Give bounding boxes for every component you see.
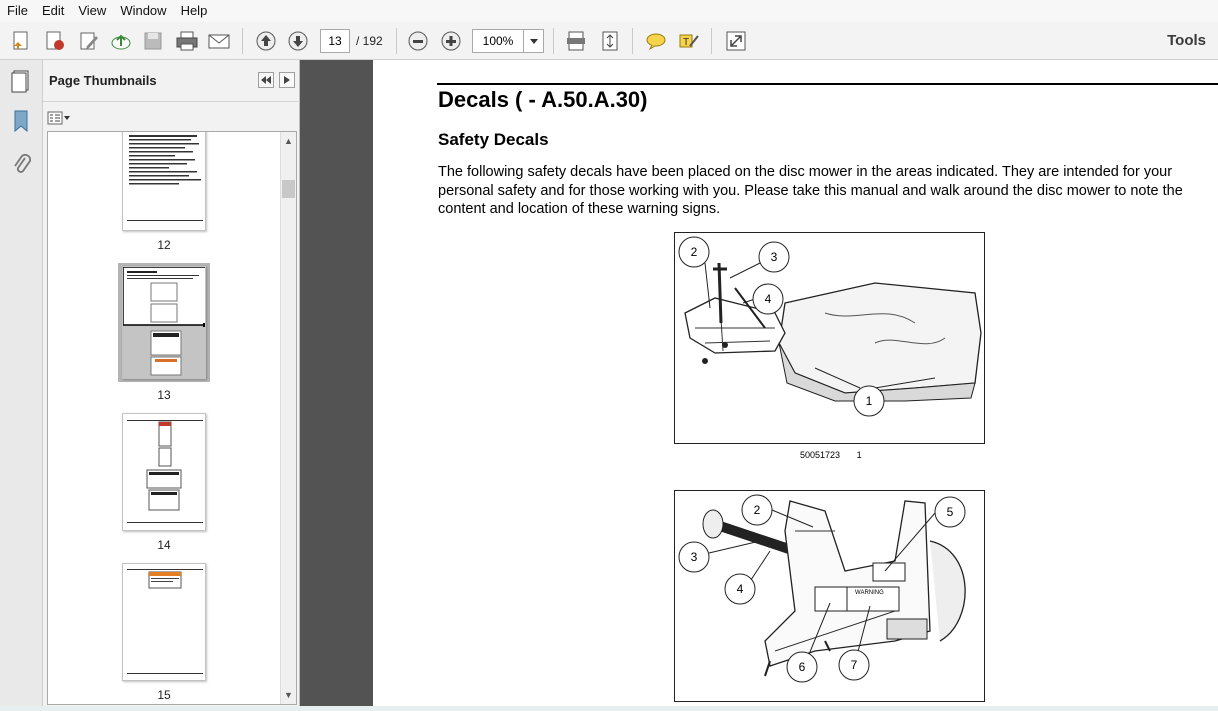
callout-3: 3 (770, 250, 778, 264)
comment-icon[interactable] (643, 28, 669, 54)
decal-warning-text: WARNING (855, 590, 884, 596)
zoom-in-icon[interactable] (438, 28, 464, 54)
menu-bar (0, 0, 1218, 22)
panel-next-icon[interactable] (279, 72, 295, 88)
chevron-down-icon[interactable] (523, 30, 543, 52)
zoom-select[interactable] (472, 29, 544, 53)
callout-3: 3 (690, 550, 698, 564)
email-icon[interactable] (206, 28, 232, 54)
menu-help[interactable]: Help (180, 3, 208, 18)
thumbnail-label-15: 15 (157, 688, 171, 702)
callout-7: 7 (850, 658, 858, 672)
thumbnail-label-12: 12 (157, 238, 171, 252)
print-icon[interactable] (174, 28, 200, 54)
highlight-icon[interactable] (676, 28, 702, 54)
thumbnail-page-14[interactable] (122, 413, 206, 531)
page-total: / 192 (356, 34, 383, 48)
figure-1-caption (800, 450, 862, 460)
edit-doc-icon[interactable] (76, 28, 102, 54)
page-number-input[interactable]: 13 (320, 29, 350, 53)
menu-window[interactable]: Window (120, 3, 167, 18)
thumbnail-page-13[interactable] (122, 266, 206, 379)
callout-5: 5 (946, 505, 954, 519)
bookmark-icon[interactable] (8, 108, 34, 134)
document-page (373, 60, 1218, 711)
scrollbar-thumb[interactable] (282, 180, 295, 198)
navigation-rail (0, 60, 43, 711)
page-thumbnails-icon[interactable] (8, 68, 34, 94)
next-page-icon[interactable] (285, 28, 311, 54)
thumbnail-label-14: 14 (157, 538, 171, 552)
toolbar (0, 22, 1218, 60)
zoom-value: 100% (482, 34, 514, 48)
scroll-down-icon[interactable]: ▼ (284, 690, 293, 700)
create-pdf-icon[interactable] (8, 28, 34, 54)
thumbnail-list[interactable] (47, 131, 297, 705)
figure-1-code: 50051723 (800, 450, 841, 460)
callout-6: 6 (798, 660, 806, 674)
thumbnail-options-button[interactable] (47, 110, 71, 126)
tools-button[interactable]: Tools (1167, 32, 1206, 49)
section-heading: Safety Decals (438, 130, 549, 149)
menu-file[interactable]: File (7, 3, 28, 18)
fit-page-icon[interactable] (597, 28, 623, 54)
title-rule (437, 83, 1218, 85)
fit-width-icon[interactable] (563, 28, 589, 54)
panel-title: Page Thumbnails (49, 73, 157, 88)
panel-header (43, 60, 300, 102)
document-viewer[interactable] (300, 60, 1218, 711)
pdf-doc-icon[interactable] (42, 28, 68, 54)
callout-2: 2 (753, 503, 761, 517)
thumbnail-page-12[interactable] (122, 131, 206, 231)
status-strip (0, 706, 1218, 711)
attachment-icon[interactable] (8, 152, 34, 178)
zoom-out-icon[interactable] (405, 28, 431, 54)
figure-2-mower-decals (674, 490, 985, 702)
thumbnail-panel (43, 60, 300, 711)
menu-edit[interactable]: Edit (41, 3, 65, 18)
callout-4: 4 (764, 292, 772, 306)
body-paragraph: The following safety decals have been placed on the disc mower in the areas indicated. They are intended for your personal safety and for those working with you. Please take this manual and walk around the disc mower to note the content and location of these warning signs. (438, 164, 1183, 217)
thumbnail-label-13: 13 (157, 388, 171, 402)
thumbnail-page-15[interactable] (122, 563, 206, 681)
figure-1-number: 1 (856, 450, 862, 460)
callout-2: 2 (690, 245, 698, 259)
page-title: Decals ( - A.50.A.30) (438, 87, 648, 112)
figure-1-mower-decals (674, 232, 985, 444)
cloud-upload-icon[interactable] (108, 28, 134, 54)
svg-text:T: T (683, 37, 690, 48)
callout-1: 1 (865, 394, 873, 408)
collapse-panel-icon[interactable] (258, 72, 274, 88)
menu-view[interactable]: View (78, 3, 107, 18)
fullscreen-icon[interactable] (723, 28, 749, 54)
save-icon[interactable] (140, 28, 166, 54)
callout-4: 4 (736, 582, 744, 596)
thumbnail-scrollbar[interactable] (280, 132, 296, 704)
scroll-up-icon[interactable]: ▲ (284, 136, 293, 146)
previous-page-icon[interactable] (253, 28, 279, 54)
